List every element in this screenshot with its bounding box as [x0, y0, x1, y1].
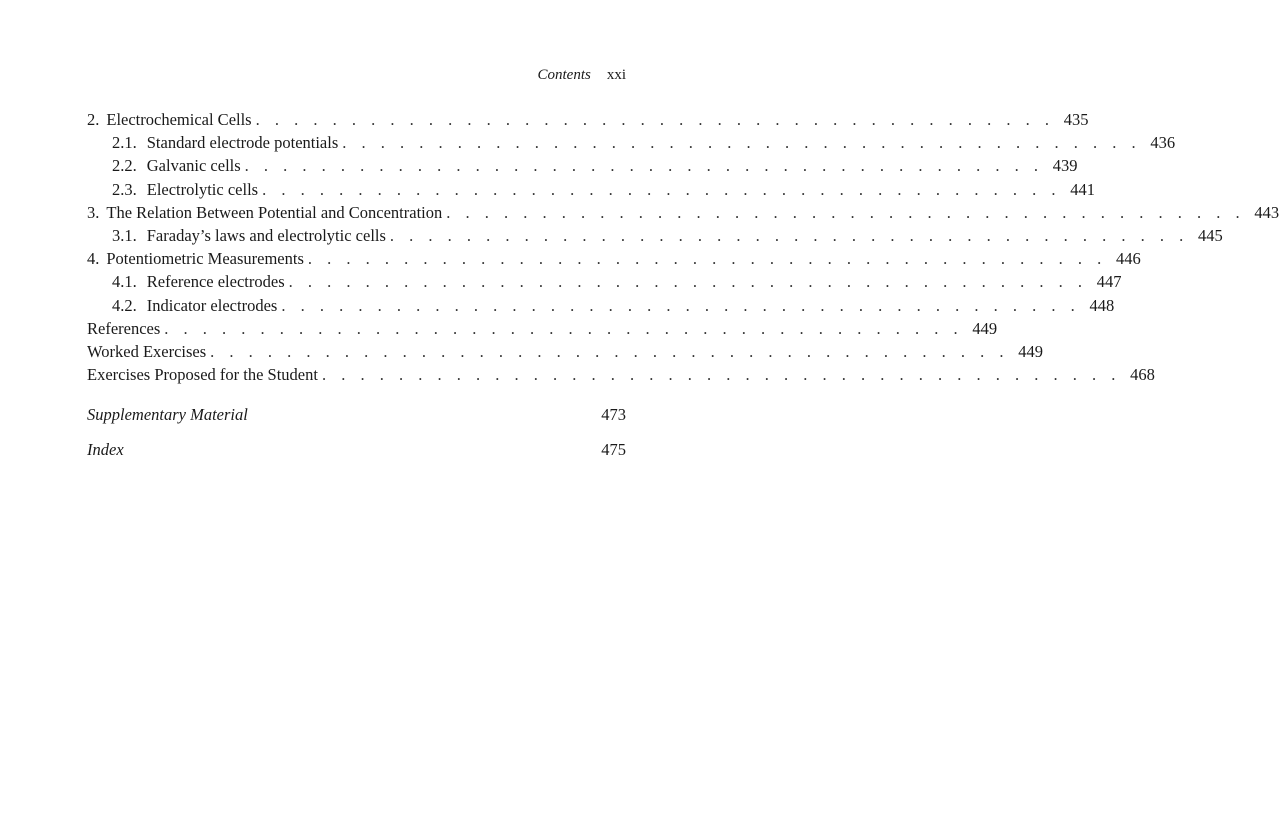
- toc-entry-number: 2.2.: [112, 156, 137, 176]
- toc-entry-title: Indicator electrodes: [146, 295, 278, 315]
- dot-leader: . . . . . . . . . . . . . . . . . . . . . . . . . . . . . . . . . . . . . . . . . .: [281, 295, 1081, 315]
- toc-entry-number: 3.: [87, 202, 100, 222]
- toc-entry-page: 448: [1089, 295, 1115, 315]
- toc-entry-title: Worked Exercises: [87, 341, 207, 361]
- dot-leader: . . . . . . . . . . . . . . . . . . . . . . . . . . . . . . . . . . . . . . . . . .: [288, 272, 1088, 292]
- toc-entry-page: 446: [1116, 249, 1141, 269]
- toc-entry-title: References: [87, 318, 161, 338]
- toc-entry-indicator-electrodes[interactable]: [87, 294, 1115, 317]
- toc-entry-title: Reference electrodes: [146, 272, 285, 292]
- toc-entry-page: 449: [1018, 341, 1044, 361]
- toc-entry-reference-electrodes[interactable]: [87, 270, 1122, 293]
- toc-entry-standard-electrode-potentials[interactable]: [87, 131, 1176, 154]
- toc-entry-electrolytic-cells[interactable]: [87, 178, 1095, 201]
- toc-entry-title: Exercises Proposed for the Student: [87, 365, 318, 385]
- dot-leader: . . . . . . . . . . . . . . . . . . . . . . . . . . . . . . . . . . . . . . . . . .: [321, 365, 1121, 385]
- toc-entry-number: 2.1.: [112, 133, 137, 153]
- toc-entry-page: 468: [1130, 365, 1155, 385]
- dot-leader: . . . . . . . . . . . . . . . . . . . . . . . . . . . . . . . . . . . . . . . . . .: [244, 156, 1044, 176]
- dot-leader: . . . . . . . . . . . . . . . . . . . . . . . . . . . . . . . . . . . . . . . . . .: [255, 110, 1055, 129]
- running-head-section: Contents: [537, 67, 591, 83]
- toc-entry-title: Supplementary Material: [87, 405, 248, 425]
- dot-leader: . . . . . . . . . . . . . . . . . . . . . . . . . . . . . . . . . . . . . . . . . .: [389, 225, 1189, 245]
- toc-entry-title: The Relation Between Potential and Concentration: [106, 202, 443, 222]
- toc-entry-number: 2.: [87, 110, 100, 129]
- toc-entry-page: 435: [1063, 110, 1089, 129]
- toc-entry-title: Index: [87, 440, 124, 460]
- dot-leader: . . . . . . . . . . . . . . . . . . . . . . . . . . . . . . . . . . . . . . . . . .: [210, 341, 1010, 361]
- toc-entry-faradays-laws[interactable]: [87, 224, 1223, 247]
- toc-entry-index[interactable]: [87, 438, 626, 461]
- toc-entry-page: 449: [972, 318, 998, 338]
- toc-entry-potentiometric-measurements[interactable]: [87, 247, 1141, 270]
- toc-entry-exercises-proposed[interactable]: [87, 363, 1155, 386]
- toc-entry-number: 3.1.: [112, 225, 137, 245]
- running-head: [537, 67, 626, 84]
- dot-leader: . . . . . . . . . . . . . . . . . . . . . . . . . . . . . . . . . . . . . . . . . .: [164, 318, 964, 338]
- toc-entry-title: Electrolytic cells: [146, 179, 259, 199]
- toc-entry-page: 439: [1052, 156, 1078, 176]
- toc-entry-title: Electrochemical Cells: [106, 110, 252, 129]
- toc-entry-title: Galvanic cells: [146, 156, 241, 176]
- table-of-contents: [87, 108, 1279, 462]
- toc-entry-references[interactable]: [87, 317, 998, 340]
- toc-entry-title: Standard electrode potentials: [146, 133, 339, 153]
- toc-entry-supplementary-material[interactable]: [87, 403, 626, 426]
- toc-entry-worked-exercises[interactable]: [87, 340, 1044, 363]
- toc-entry-title: Potentiometric Measurements: [106, 249, 304, 269]
- dot-leader: . . . . . . . . . . . . . . . . . . . . . . . . . . . . . . . . . . . . . . . . . .: [342, 133, 1142, 153]
- dot-leader: . . . . . . . . . . . . . . . . . . . . . . . . . . . . . . . . . . . . . . . . . .: [307, 249, 1107, 269]
- toc-entry-galvanic-cells[interactable]: [87, 154, 1078, 177]
- toc-entry-page: 443: [1254, 202, 1279, 222]
- toc-entry-page: 441: [1070, 179, 1095, 199]
- running-head-page-number: xxi: [606, 67, 626, 83]
- toc-entry-potential-concentration[interactable]: [87, 201, 1279, 224]
- toc-entry-page: 447: [1096, 272, 1122, 292]
- toc-entry-number: 4.2.: [112, 295, 137, 315]
- toc-entry-number: 4.1.: [112, 272, 137, 292]
- toc-entry-number: 4.: [87, 249, 100, 269]
- toc-entry-page: 475: [601, 440, 626, 460]
- toc-entry-page: 445: [1198, 225, 1223, 245]
- dot-leader: . . . . . . . . . . . . . . . . . . . . . . . . . . . . . . . . . . . . . . . . . .: [262, 179, 1061, 199]
- dot-leader: . . . . . . . . . . . . . . . . . . . . . . . . . . . . . . . . . . . . . . . . . .: [446, 202, 1246, 222]
- toc-entry-electrochemical-cells[interactable]: [87, 108, 1089, 131]
- toc-entry-page: 436: [1150, 133, 1176, 153]
- toc-entry-number: 2.3.: [112, 179, 137, 199]
- toc-entry-title: Faraday’s laws and electrolytic cells: [146, 225, 386, 245]
- toc-entry-page: 473: [601, 405, 626, 425]
